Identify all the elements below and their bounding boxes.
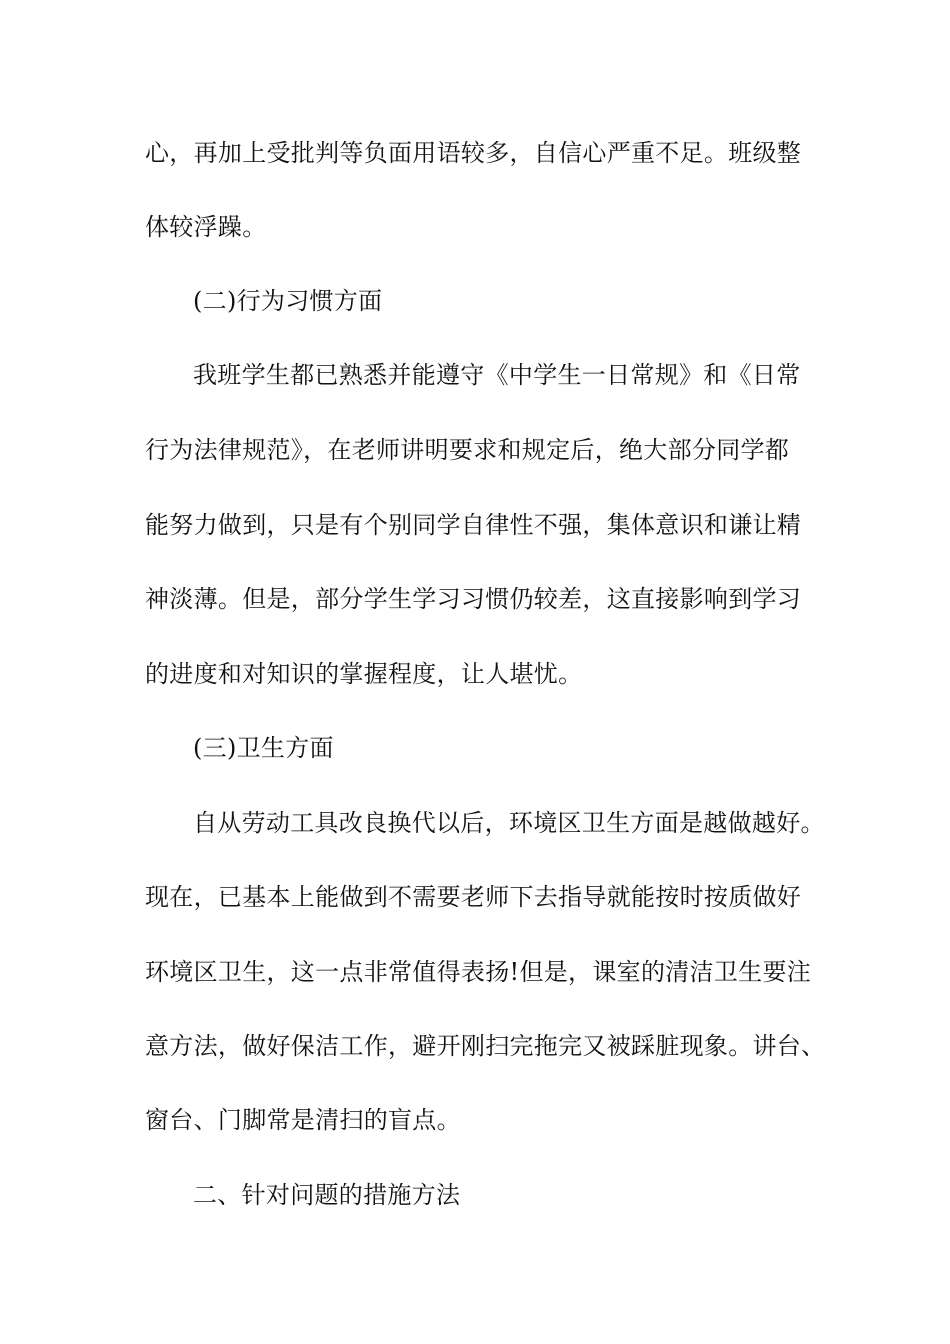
section-heading: 二、针对问题的措施方法	[193, 1181, 461, 1209]
paragraph-line: 的进度和对知识的掌握程度，让人堪忧。	[145, 660, 583, 688]
paragraph-line: 现在，已基本上能做到不需要老师下去指导就能按时按质做好	[145, 883, 802, 911]
paragraph-line: 意方法，做好保洁工作，避开刚扫完拖完又被踩脏现象。讲台、	[145, 1032, 826, 1060]
paragraph-line: 体较浮躁。	[145, 213, 267, 241]
paragraph-line: 我班学生都已熟悉并能遵守《中学生一日常规》和《日常	[193, 361, 801, 389]
paragraph-line: 行为法律规范》，在老师讲明要求和规定后，绝大部分同学都	[145, 436, 790, 464]
paragraph-line: 心，再加上受批判等负面用语较多，自信心严重不足。班级整	[145, 139, 802, 167]
paragraph-line: 神淡薄。但是，部分学生学习习惯仍较差，这直接影响到学习	[145, 585, 802, 613]
paragraph-line: 窗台、门脚常是清扫的盲点。	[145, 1106, 461, 1134]
paragraph-line: 环境区卫生，这一点非常值得表扬!但是，课室的清洁卫生要注	[145, 958, 812, 986]
paragraph-line: 能努力做到，只是有个别同学自律性不强，集体意识和谦让精	[145, 511, 802, 539]
paragraph-line: 自从劳动工具改良换代以后，环境区卫生方面是越做越好。	[193, 809, 825, 837]
section-heading: (三)卫生方面	[193, 734, 334, 762]
section-heading: (二)行为习惯方面	[193, 287, 383, 315]
